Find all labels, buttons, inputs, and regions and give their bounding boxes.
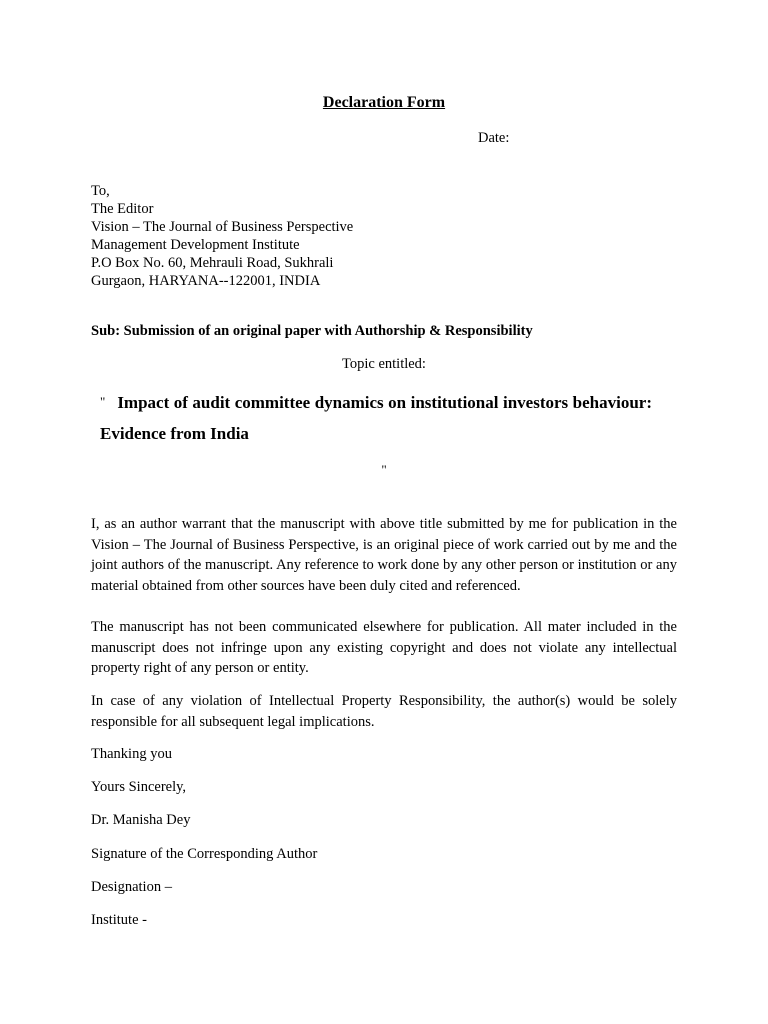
recipient-address [91,182,353,290]
date-label: Date: [478,130,510,146]
institute-label: Institute - [91,912,147,928]
signature-label: Signature of the Corresponding Author [91,846,318,862]
warranty-paragraph: I, as an author warrant that the manuscript with above title submitted by me for publication in the Vision – The Journal of Business Perspective, is an original piece of work carried out by me and the joint authors of the manuscript. Any reference to work done by any other person or institution or any material obtained from other sources have been duly cited and referenced. [91,516,677,594]
paper-topic-title: Impact of audit committee dynamics on institutional investors behaviour: Evidence from India [100,393,652,443]
address-line-journal: Vision – The Journal of Business Perspective [91,219,354,235]
topic-open-quote: " [100,394,106,409]
address-line-street: P.O Box No. 60, Mehrauli Road, Sukhrali [91,255,334,271]
subject-line: Sub: Submission of an original paper with Authorship & Responsibility [91,323,533,339]
author-name: Dr. Manisha Dey [91,812,191,828]
copyright-paragraph: The manuscript has not been communicated elsewhere for publication. All mater included in the manuscript does not infringe upon any existing copyright and does not violate any intellectual property right of any person or entity. [91,619,677,676]
address-line-city: Gurgaon, HARYANA--122001, INDIA [91,273,321,289]
document-title: Declaration Form [322,94,446,111]
sign-off-line: Yours Sincerely, [91,779,187,795]
liability-paragraph: In case of any violation of Intellectual Property Responsibility, the author(s) would be solely responsible for all subsequent legal implications. [91,693,677,730]
address-line-institute: Management Development Institute [91,237,300,253]
paper-topic [100,386,652,449]
topic-close-quote: " [381,462,387,477]
designation-label: Designation – [91,879,172,895]
thanks-line: Thanking you [91,746,172,762]
address-line-recipient: The Editor [91,201,154,217]
address-line-salutation: To, [91,183,110,199]
topic-label: Topic entitled: [342,356,426,372]
